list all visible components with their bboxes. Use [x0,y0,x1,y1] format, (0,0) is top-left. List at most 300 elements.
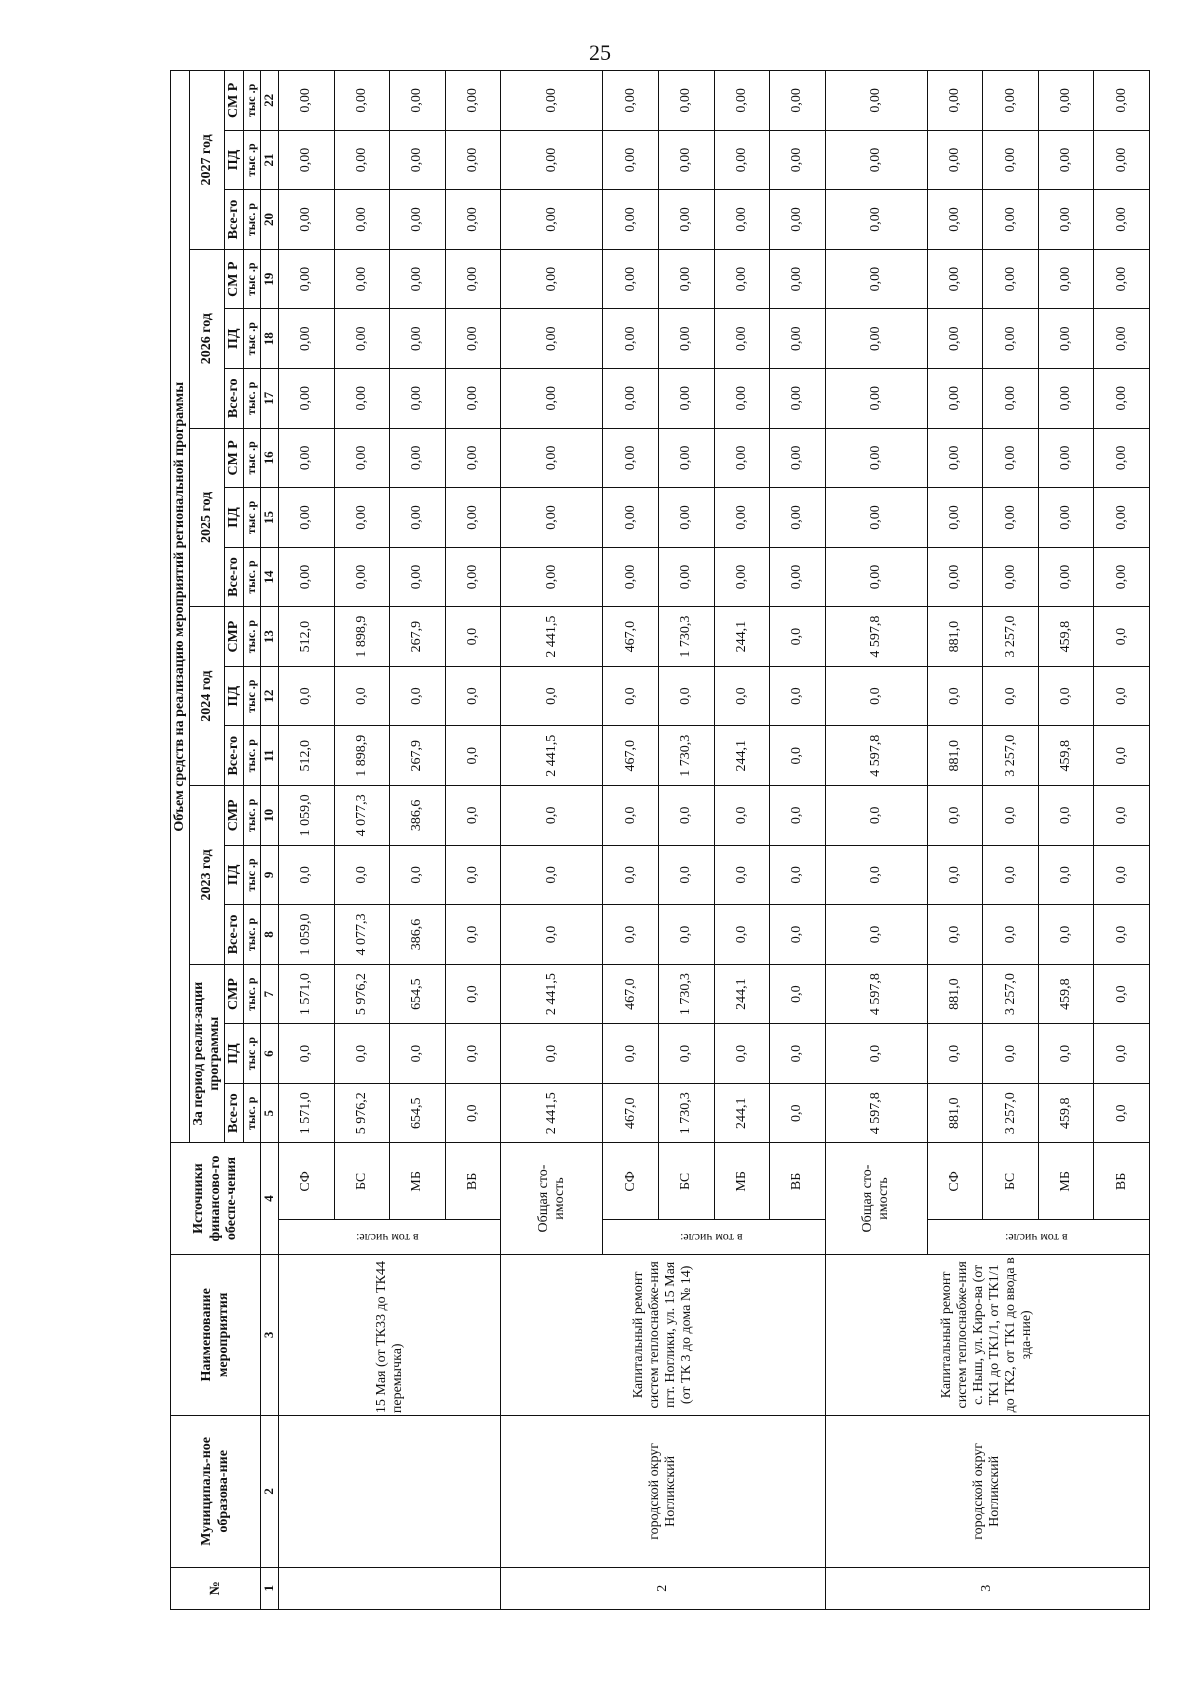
table-cell: 0,00 [927,547,983,607]
table-cell: 0,00 [334,249,390,309]
table-cell: 881,0 [927,726,983,786]
table-cell: 0,00 [1094,428,1150,488]
row-in-total-label [279,1220,501,1254]
header-unit: тыс. р [244,547,261,607]
rotated-table-wrapper [170,70,1150,1610]
table-cell: 0,00 [279,547,335,607]
header-sub-pd: ПД [225,666,244,726]
table-cell: 0,00 [279,249,335,309]
table-cell: 0,00 [714,71,770,131]
table-cell: 0,00 [927,428,983,488]
header-sub-all: Все-го [225,726,244,786]
table-cell: 0,0 [927,845,983,905]
header-unit: тыс. р [244,726,261,786]
row-source: МБ [1038,1143,1094,1220]
header-year: 2026 год [190,249,225,428]
header-unit: тыс .р [244,1024,261,1084]
table-cell: 0,00 [390,71,446,131]
in-total-text: в том числе: [1004,1230,1068,1245]
row-total-label: Общая сто-имость [501,1143,603,1254]
table-cell: 512,0 [279,726,335,786]
table-cell: 0,0 [603,666,659,726]
table-cell: 0,00 [770,309,826,369]
table-cell: 0,00 [983,309,1039,369]
table-cell: 0,00 [603,71,659,131]
table-cell: 0,00 [279,130,335,190]
table-cell: 2 441,5 [501,1083,603,1143]
header-col-number: 12 [261,666,279,726]
table-cell: 0,0 [659,845,715,905]
table-cell: 0,0 [501,786,603,846]
table-cell: 0,00 [501,547,603,607]
table-cell: 0,0 [445,1083,501,1143]
table-cell: 654,5 [390,1083,446,1143]
row-source: БС [659,1143,715,1220]
table-cell: 0,00 [501,71,603,131]
table-cell: 0,0 [714,1024,770,1084]
table-cell: 0,0 [825,666,927,726]
table-cell: 0,0 [1094,964,1150,1024]
table-cell: 4 597,8 [825,726,927,786]
table-body [279,71,1150,1610]
table-cell: 0,00 [825,190,927,250]
table-cell: 0,0 [603,845,659,905]
header-col-number: 6 [261,1024,279,1084]
table-cell: 0,00 [927,488,983,548]
row-measure-name: Капитальный ремонт систем теплоснабже-ния с. Ныш, ул. Киро-ва (от ТК1 до ТК1/1, от ТК1/1 до ТК2, от ТК1 до ввода в зда-ние) [825,1254,1149,1416]
row-municipality: городской округ Ногликский [501,1416,825,1567]
header-col-number: 8 [261,905,279,965]
table-cell: 0,00 [825,368,927,428]
table-cell: 654,5 [390,964,446,1024]
row-source: ВБ [445,1143,501,1220]
table-cell: 0,00 [983,130,1039,190]
table-cell: 0,00 [714,190,770,250]
table-cell: 0,0 [445,1024,501,1084]
header-year: 2027 год [190,71,225,250]
row-source: ВБ [770,1143,826,1220]
table-cell: 0,0 [279,1024,335,1084]
table-cell: 0,00 [390,130,446,190]
table-cell: 0,0 [501,845,603,905]
table-cell: 0,0 [770,726,826,786]
table-cell: 0,00 [501,249,603,309]
table-cell: 0,00 [983,547,1039,607]
table-cell: 0,00 [927,190,983,250]
table-cell: 0,00 [1094,488,1150,548]
table-cell: 0,00 [983,71,1039,131]
table-cell: 0,0 [1038,905,1094,965]
table-cell: 4 597,8 [825,1083,927,1143]
table-cell: 0,00 [659,428,715,488]
table-cell: 0,00 [279,428,335,488]
in-total-text: в том числе: [355,1230,419,1245]
table-cell: 0,0 [1094,607,1150,667]
table-cell: 1 898,9 [334,726,390,786]
table-cell: 0,00 [659,547,715,607]
table-cell: 0,00 [603,249,659,309]
table-cell: 0,00 [659,71,715,131]
table-cell: 0,00 [334,547,390,607]
table-cell: 0,00 [603,130,659,190]
header-sub-smr: СМ Р [225,71,244,131]
table-cell: 0,00 [714,428,770,488]
table-cell: 0,00 [279,71,335,131]
table-cell: 0,00 [279,488,335,548]
table-cell: 512,0 [279,607,335,667]
table-cell: 0,00 [445,71,501,131]
table-cell: 0,0 [1038,845,1094,905]
table-cell: 0,00 [714,547,770,607]
table-cell: 0,0 [825,1024,927,1084]
table-cell: 4 597,8 [825,964,927,1024]
table-cell: 1 730,3 [659,607,715,667]
table-cell: 0,0 [445,726,501,786]
header-source: Источники финансово-го обеспе-чения [171,1143,261,1254]
table-cell: 0,00 [983,190,1039,250]
header-sub-pd: ПД [225,1024,244,1084]
table-cell: 0,00 [1038,428,1094,488]
table-cell: 1 059,0 [279,905,335,965]
table-cell: 0,0 [501,1024,603,1084]
table-cell: 0,00 [1094,547,1150,607]
table-cell: 0,0 [445,666,501,726]
table-cell: 386,6 [390,786,446,846]
table-cell: 0,0 [714,845,770,905]
table-cell: 244,1 [714,964,770,1024]
table-cell: 1 059,0 [279,786,335,846]
header-sub-all: Все-го [225,190,244,250]
table-cell: 0,00 [1094,249,1150,309]
table-cell: 0,00 [983,368,1039,428]
table-cell: 0,00 [1094,309,1150,369]
table-cell: 467,0 [603,726,659,786]
table-cell: 0,00 [927,368,983,428]
table-cell: 0,0 [603,905,659,965]
header-unit: тыс .р [244,309,261,369]
table-cell: 0,00 [983,488,1039,548]
table-cell: 0,00 [1094,71,1150,131]
row-in-total-label [603,1220,825,1254]
table-cell: 0,00 [445,428,501,488]
row-measure-name: 15 Мая (от ТК33 до ТК44 перемычка) [279,1254,501,1416]
table-cell: 0,00 [659,130,715,190]
table-cell: 0,0 [1038,1024,1094,1084]
header-sub-pd: ПД [225,488,244,548]
table-cell: 0,0 [279,666,335,726]
table-cell: 0,00 [445,249,501,309]
table-cell: 0,00 [334,488,390,548]
table-cell: 0,0 [927,666,983,726]
table-cell: 881,0 [927,964,983,1024]
header-sub-pd: ПД [225,130,244,190]
table-cell: 0,00 [445,368,501,428]
table-cell: 0,00 [714,368,770,428]
header-sub-all: Все-го [225,547,244,607]
table-cell: 0,00 [334,71,390,131]
table-cell: 0,00 [445,190,501,250]
table-cell: 0,0 [1038,786,1094,846]
in-total-text: в том числе: [680,1230,743,1245]
header-unit: тыс .р [244,666,261,726]
table-cell: 0,0 [445,964,501,1024]
table-cell: 3 257,0 [983,726,1039,786]
table-cell: 1 730,3 [659,726,715,786]
table-cell: 1 571,0 [279,1083,335,1143]
table-cell: 4 077,3 [334,786,390,846]
table-cell: 0,0 [770,845,826,905]
table-cell: 0,00 [445,547,501,607]
table-cell: 0,00 [279,190,335,250]
table-cell: 0,00 [825,488,927,548]
header-unit: тыс .р [244,845,261,905]
row-measure-name: Капитальный ремонт систем теплоснабже-ния пгт. Ноглики, ул. 15 Мая (от ТК 3 до дома № 14) [501,1254,825,1416]
header-col-number: 18 [261,309,279,369]
table-cell: 459,8 [1038,1083,1094,1143]
table-cell: 0,0 [770,786,826,846]
table-cell: 0,0 [334,666,390,726]
table-cell: 0,00 [659,488,715,548]
table-cell: 0,0 [1094,1083,1150,1143]
row-source: СФ [279,1143,335,1220]
header-unit: тыс. р [244,786,261,846]
table-cell: 0,0 [390,666,446,726]
table-cell: 0,0 [659,1024,715,1084]
table-cell: 881,0 [927,1083,983,1143]
table-cell: 0,00 [770,428,826,488]
table-cell: 0,00 [714,130,770,190]
table-cell: 0,0 [1094,905,1150,965]
header-col-number: 22 [261,71,279,131]
table-cell: 0,00 [1038,488,1094,548]
table-cell: 0,00 [445,309,501,369]
row-source: ВБ [1094,1143,1150,1220]
table-cell: 0,00 [927,71,983,131]
table-cell: 0,00 [603,309,659,369]
header-col-number: 9 [261,845,279,905]
table-cell: 0,00 [390,428,446,488]
table-cell: 4 597,8 [825,607,927,667]
table-cell: 0,00 [279,309,335,369]
table-cell: 0,00 [770,547,826,607]
table-cell: 881,0 [927,607,983,667]
header-sub-all: Все-го [225,1083,244,1143]
table-cell: 459,8 [1038,964,1094,1024]
table-cell: 1 730,3 [659,964,715,1024]
header-unit: тыс. р [244,607,261,667]
table-cell: 0,0 [770,1024,826,1084]
table-cell: 467,0 [603,964,659,1024]
table-cell: 0,0 [445,905,501,965]
table-cell: 244,1 [714,1083,770,1143]
table-cell: 3 257,0 [983,1083,1039,1143]
table-cell: 0,00 [659,368,715,428]
table-cell: 2 441,5 [501,964,603,1024]
table-cell: 0,0 [1094,845,1150,905]
table-cell: 0,00 [714,309,770,369]
table-cell: 0,00 [501,368,603,428]
table-cell: 0,00 [714,249,770,309]
table-cell: 0,00 [1094,130,1150,190]
header-unit: тыс .р [244,130,261,190]
row-source: БС [983,1143,1039,1220]
table-cell: 3 257,0 [983,964,1039,1024]
table-cell: 0,00 [983,249,1039,309]
header-col-number: 20 [261,190,279,250]
table-cell: 0,0 [714,666,770,726]
table-cell: 0,00 [501,309,603,369]
header-col-number: 1 [261,1567,279,1609]
header-col-number: 16 [261,428,279,488]
funding-table [170,70,1150,1610]
header-sub-smr: СМР [225,607,244,667]
table-cell: 0,0 [714,905,770,965]
table-cell: 0,0 [390,1024,446,1084]
table-cell: 3 257,0 [983,607,1039,667]
header-year: 2023 год [190,786,225,965]
table-cell: 0,0 [445,786,501,846]
table-cell: 0,0 [770,666,826,726]
header-sub-all: Все-го [225,368,244,428]
table-cell: 0,00 [1038,190,1094,250]
table-cell: 267,9 [390,607,446,667]
table-cell: 0,0 [501,666,603,726]
table-cell: 0,00 [1038,309,1094,369]
header-unit: тыс. р [244,1083,261,1143]
header-col-number: 19 [261,249,279,309]
table-cell: 0,0 [927,1024,983,1084]
header-col-number: 3 [261,1254,279,1416]
header-unit: тыс. р [244,964,261,1024]
table-cell: 0,0 [1094,666,1150,726]
table-cell: 0,00 [390,190,446,250]
table-cell: 0,00 [927,309,983,369]
table-cell: 0,00 [770,368,826,428]
table-cell: 386,6 [390,905,446,965]
table-cell: 0,00 [603,428,659,488]
header-sub-smr: СМР [225,786,244,846]
table-cell: 0,00 [334,309,390,369]
table-cell: 244,1 [714,607,770,667]
table-cell: 0,00 [390,368,446,428]
table-cell: 0,0 [603,1024,659,1084]
table-cell: 0,0 [1038,666,1094,726]
header-unit: тыс. р [244,190,261,250]
header-unit: тыс. р [244,905,261,965]
table-header [171,71,279,1610]
table-cell: 0,0 [983,905,1039,965]
row-source: СФ [603,1143,659,1220]
table-cell: 0,00 [770,249,826,309]
header-sub-all: Все-го [225,905,244,965]
table-cell: 0,00 [825,71,927,131]
header-col-number: 10 [261,786,279,846]
header-name: Наименование мероприятия [171,1254,261,1416]
table-cell: 0,00 [603,190,659,250]
header-unit: тыс. р [244,368,261,428]
table-cell: 0,00 [1038,249,1094,309]
table-cell: 0,0 [825,845,927,905]
table-cell: 0,0 [445,845,501,905]
table-cell: 0,00 [390,547,446,607]
header-unit: тыс .р [244,428,261,488]
table-cell: 0,0 [445,607,501,667]
table-cell: 0,00 [1038,547,1094,607]
table-cell: 0,00 [445,488,501,548]
table-cell: 0,00 [390,309,446,369]
table-cell: 0,0 [770,964,826,1024]
table-cell: 0,0 [603,786,659,846]
header-col-number: 2 [261,1416,279,1567]
header-col-number: 14 [261,547,279,607]
table-cell: 0,0 [659,786,715,846]
table-cell: 467,0 [603,607,659,667]
row-municipality: городской округ Ногликский [825,1416,1149,1567]
header-col-number: 21 [261,130,279,190]
table-cell: 0,00 [1094,368,1150,428]
header-col-number: 4 [261,1143,279,1254]
header-unit: тыс .р [244,71,261,131]
table-cell: 0,0 [501,905,603,965]
table-cell: 267,9 [390,726,446,786]
table-cell: 0,00 [334,428,390,488]
table-cell: 0,00 [714,488,770,548]
table-cell: 0,00 [603,488,659,548]
header-year: 2025 год [190,428,225,607]
row-source: МБ [390,1143,446,1220]
table-cell: 0,0 [334,845,390,905]
table-cell: 0,0 [1094,786,1150,846]
table-cell: 0,00 [501,428,603,488]
header-col-number: 13 [261,607,279,667]
table-cell: 0,00 [825,547,927,607]
row-source: МБ [714,1143,770,1220]
table-cell: 0,0 [334,1024,390,1084]
table-cell: 0,0 [825,786,927,846]
table-cell: 0,00 [770,190,826,250]
header-sub-pd: ПД [225,309,244,369]
table-cell: 0,00 [334,130,390,190]
table-cell: 0,00 [927,130,983,190]
table-cell: 0,00 [659,249,715,309]
table-cell: 0,0 [927,905,983,965]
table-cell: 0,00 [1094,190,1150,250]
row-source: СФ [927,1143,983,1220]
table-cell: 0,00 [445,130,501,190]
table-cell: 467,0 [603,1083,659,1143]
table-cell: 5 976,2 [334,1083,390,1143]
row-number [279,1567,501,1609]
header-period-total: За период реали-зации программы [190,964,225,1143]
table-cell: 0,00 [770,71,826,131]
page-number: 25 [589,40,611,65]
table-cell: 0,00 [1038,368,1094,428]
table-cell: 1 898,9 [334,607,390,667]
table-cell: 0,00 [770,130,826,190]
table-cell: 0,0 [714,786,770,846]
header-unit: тыс .р [244,249,261,309]
row-source: БС [334,1143,390,1220]
header-sub-smr: СМ Р [225,249,244,309]
header-unit: тыс .р [244,488,261,548]
header-col-number: 7 [261,964,279,1024]
row-total-label: Общая сто-имость [825,1143,927,1254]
table-cell: 0,00 [501,130,603,190]
table-cell: 0,0 [983,786,1039,846]
table-cell: 0,0 [983,1024,1039,1084]
header-mo: Муниципаль-ное образова-ние [171,1416,261,1567]
table-cell: 0,0 [983,845,1039,905]
